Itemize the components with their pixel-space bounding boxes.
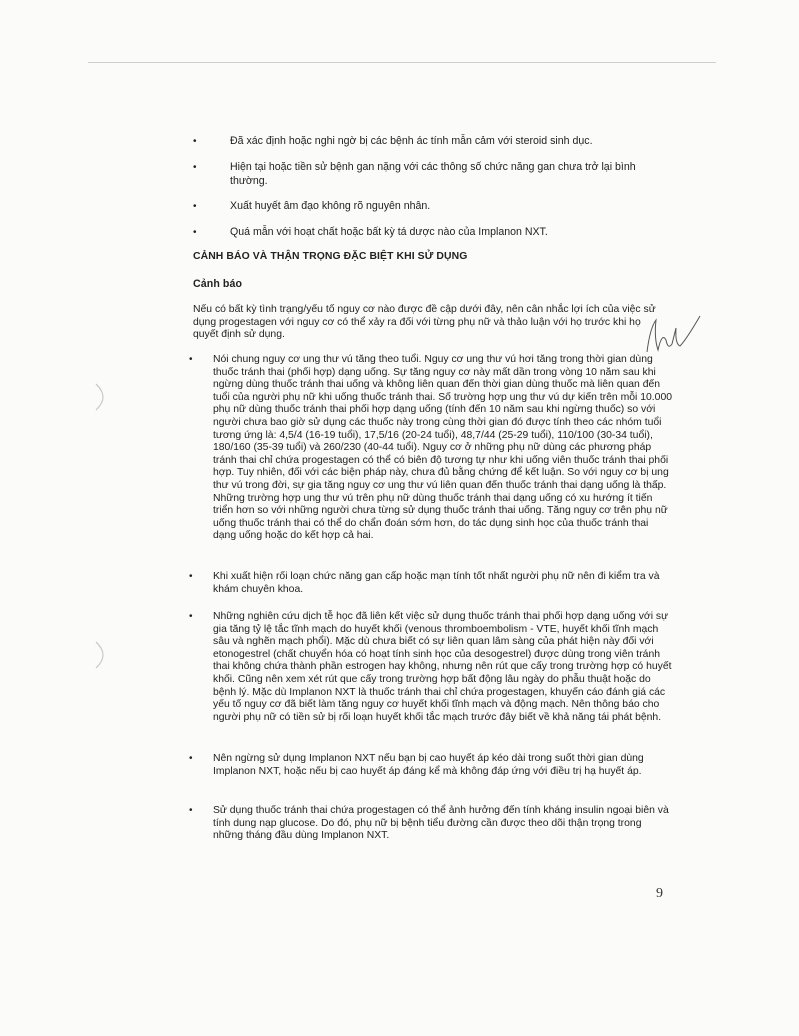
- bullet-icon: •: [193, 136, 197, 147]
- bullet-icon: •: [189, 571, 193, 582]
- section-heading: CẢNH BÁO VÀ THẬN TRỌNG ĐẶC BIỆT KHI SỬ DỤNG: [193, 251, 468, 262]
- bullet-icon: •: [193, 227, 197, 238]
- sub-heading: Cảnh báo: [193, 278, 243, 290]
- document-page: • Đã xác định hoặc nghi ngờ bị các bệnh ác tính mẫn cảm với steroid sinh dục. • Hiện tại hoặc tiền sử bệnh gan nặng với các thông số chức năng gan chưa trở lại bình thường. • Xuất huyết âm đạo không rõ nguyên nhân. • Quá mẫn với hoạt chất hoặc bất kỳ tá dược nào của Implanon NXT. CẢNH BÁO VÀ THẬN TRỌNG ĐẶC BIỆT KHI SỬ DỤNG Cảnh báo Nếu có bất kỳ tình trạng/yếu tố nguy cơ nào được đề cập dưới đây, nên cân nhắc lợi ích của việc sử dụng progestagen với nguy cơ có thể xảy ra đối với từng phụ nữ và thảo luận với họ trước khi họ quyết định sử dụng. • Nói chung nguy cơ ung thư vú tăng theo tuổi. Nguy cơ ung thư vú hơi tăng trong thời gian dùng thuốc tránh thai (phối hợp) dạng uống. Sự tăng nguy cơ này mất dần trong vòng 10 năm sau khi ngừng dùng thuốc tránh thai uống và không liên quan đến thời gian dùng thuốc mà liên quan đến tuổi của người phụ nữ khi uống thuốc tránh thai. Số trường hợp ung thư vú dự kiến trên mỗi 10.000 phụ nữ dùng thuốc tránh thai phối hợp dạng uống (tính đến 10 năm sau khi ngừng thuốc) so với người chưa bao giờ sử dụng các thuốc này trong cùng thời gian đó được tính theo các nhóm tuổi tương ứng là: 4,5/4 (16-19 tuổi), 17,5/16 (20-24 tuổi), 48,7/44 (25-29 tuổi), 110/100 (30-34 tuổi), 180/160 (35-39 tuổi) và 260/230 (40-44 tuổi). Nguy cơ ở những phụ nữ dùng các phương pháp tránh thai chỉ chứa progestagen có thể có biên độ tương tự như khi uống viên thuốc tránh thai phối hợp. Tuy nhiên, đối với các biện pháp này, chưa đủ bằng chứng để kết luận. So với nguy cơ bị ung thư vú trong đời, sự gia tăng nguy cơ ung thư vú liên quan đến thuốc tránh thai dạng uống là thấp. Những trường hợp ung thư vú trên phụ nữ dùng thuốc tránh thai dạng uống có xu hướng ít tiến triển hơn so với những người chưa từng sử dụng thuốc tránh thai uống. Tăng nguy cơ trên phụ nữ uống thuốc tránh thai có thể do chẩn đoán sớm hơn, do tác dụng sinh học của thuốc tránh thai dạng uống hoặc do kết hợp cả hai. • Khi xuất hiện rối loạn chức năng gan cấp hoặc mạn tính tốt nhất người phụ nữ nên đi kiểm tra và khám chuyên khoa. • Những nghiên cứu dịch tễ học đã liên kết việc sử dụng thuốc tránh thai phối hợp dạng uống với sự gia tăng tỷ lệ tắc tĩnh mạch do huyết khối (venous thromboembolism - VTE, huyết khối tĩnh mạch sâu và nghẽn mạch phổi). Mặc dù chưa biết có sự liên quan lâm sàng của phát hiện này đối với etonogestrel (chất chuyển hóa có hoạt tính sinh học của desogestrel) được dùng trong viên tránh thai không chứa thành phần estrogen hay không, nhưng nên rút que cấy trong trường hợp có huyết khối. Cũng nên xem xét rút que cấy trong trường hợp bất động lâu ngày do phẫu thuật hoặc do bệnh lý. Mặc dù Implanon NXT là thuốc tránh thai chỉ chứa progestagen, khuyến cáo đánh giá các yếu tố nguy cơ đã biết làm tăng nguy cơ huyết khối tĩnh mạch và động mạch. Nên thông báo cho người phụ nữ có tiền sử bị rối loạn huyết khối tắc mạch trước đây biết về khả năng tái phát bệnh. • Nên ngừng sử dụng Implanon NXT nếu bạn bị cao huyết áp kéo dài trong suốt thời gian dùng Implanon NXT, hoặc nếu bị cao huyết áp đáng kể mà không đáp ứng với điều trị hạ huyết áp. • Sử dụng thuốc tránh thai chứa progestagen có thể ảnh hưởng đến tính kháng insulin ngoại biên và tính dung nạp glucose. Do đó, phụ nữ bị bệnh tiểu đường cần được theo dõi thận trọng trong những tháng đầu dùng Implanon NXT. 9: [0, 0, 799, 1036]
- page-number: 9: [656, 886, 663, 901]
- punch-hole-icon: [92, 640, 112, 670]
- top-rule: [88, 62, 716, 63]
- bullet-icon: •: [189, 753, 193, 764]
- bullet-icon: •: [193, 162, 197, 173]
- bullet-icon: •: [189, 611, 193, 622]
- intro-paragraph: Nếu có bất kỳ tình trạng/yếu tố nguy cơ nào được đề cập dưới đây, nên cân nhắc lợi ích của việc sử dụng progestagen với nguy cơ có thể xảy ra đối với từng phụ nữ và thảo luận với họ trước khi họ quyết định sử dụng.: [193, 304, 656, 341]
- bullet-icon: •: [193, 201, 197, 212]
- bullet-icon: •: [189, 354, 193, 365]
- bullet-icon: •: [189, 805, 193, 816]
- punch-hole-icon: [92, 382, 112, 412]
